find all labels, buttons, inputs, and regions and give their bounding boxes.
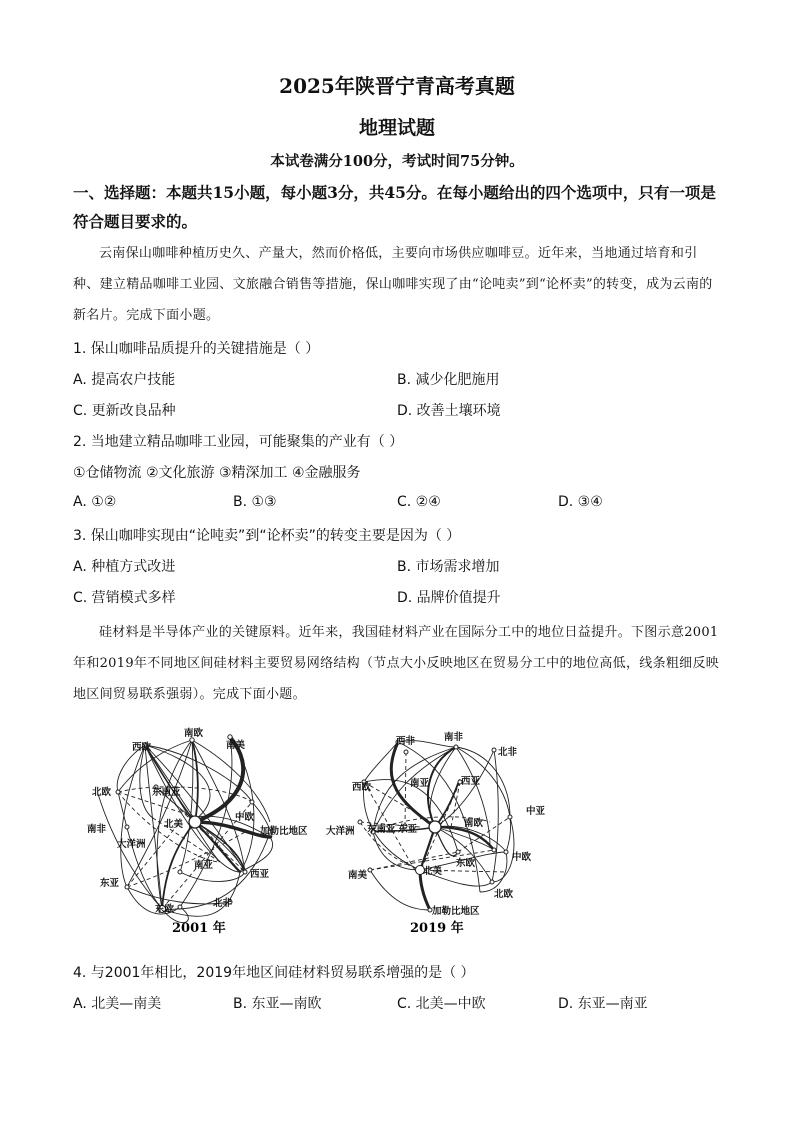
- label-2019-south-america: 南美: [348, 870, 368, 881]
- subject-title: 地理试题: [358, 117, 435, 139]
- question-3-stem: 3. 保山咖啡实现由“论吨卖”到“论杯卖”的转变主要是因为（ ）: [73, 528, 461, 544]
- label-2019-caribbean: 加勒比地区: [432, 906, 480, 917]
- label-2001-south-asia: 南亚: [194, 860, 214, 871]
- passage-coffee: 云南保山咖啡种植历史久、产量大，然而价格低，主要向市场供应咖啡豆。近年来，当地通过培育和引种、建立精品咖啡工业园、文旅融合销售等措施，保山咖啡实现了由“论吨卖”到“论杯卖”的转变，成为云南的新名片。完成下面小题。: [73, 246, 713, 323]
- label-2001-north-europe: 北欧: [92, 787, 112, 798]
- label-2019-south-asia: 南亚: [410, 778, 430, 789]
- q4-option-c[interactable]: C. 北美—中欧: [397, 996, 486, 1012]
- label-2019-north-europe: 北欧: [494, 889, 514, 900]
- label-2001-north-america: 北美: [164, 819, 184, 830]
- exam-info: 本试卷满分100分，考试时间75分钟。: [270, 153, 524, 170]
- network-2001: [98, 735, 273, 923]
- q2-option-a[interactable]: A. ①②: [73, 494, 117, 510]
- q2-option-d[interactable]: D. ③④: [558, 494, 603, 510]
- question-1-stem: 1. 保山咖啡品质提升的关键措施是（ ）: [73, 341, 320, 357]
- label-2019-west-africa: 西非: [396, 736, 416, 747]
- q3-option-b[interactable]: B. 市场需求增加: [397, 559, 500, 575]
- label-2019-west-europe: 西欧: [352, 782, 372, 793]
- label-2001-west-asia: 西亚: [250, 869, 270, 880]
- q1-option-d[interactable]: D. 改善土壤环境: [397, 403, 501, 419]
- label-2019-central-europe: 中欧: [512, 852, 532, 863]
- label-2001-south-africa: 南非: [87, 824, 107, 835]
- question-2-stem: 2. 当地建立精品咖啡工业园，可能聚集的产业有（ ）: [73, 434, 404, 450]
- label-2001-caribbean: 加勒比地区: [260, 826, 308, 837]
- caption-2019: 2019 年: [410, 921, 464, 936]
- q4-option-d[interactable]: D. 东亚—南亚: [558, 996, 648, 1012]
- q3-option-c[interactable]: C. 营销模式多样: [73, 590, 176, 606]
- label-2001-north-africa: 北非: [213, 898, 233, 909]
- q1-option-c[interactable]: C. 更新改良品种: [73, 403, 176, 419]
- label-2019-west-asia: 西亚: [461, 776, 481, 787]
- q4-option-b[interactable]: B. 东亚—南欧: [233, 996, 322, 1012]
- label-2001-south-america: 南美: [226, 740, 246, 751]
- label-2019-oceania: 大洋洲: [326, 826, 355, 837]
- trade-network-figure: [80, 722, 546, 947]
- question-4-stem: 4. 与2001年相比，2019年地区间硅材料贸易联系增强的是（ ）: [73, 965, 475, 981]
- q2-option-c[interactable]: C. ②④: [397, 494, 441, 510]
- question-2-items: ①仓储物流 ②文化旅游 ③精深加工 ④金融服务: [73, 465, 361, 481]
- label-2001-south-europe: 南欧: [184, 728, 204, 739]
- exam-title: 2025年陕晋宁青高考真题: [279, 74, 515, 98]
- label-2019-south-europe: 南欧: [464, 818, 484, 829]
- label-2019-central-asia: 中亚: [526, 806, 546, 817]
- label-2001-southeast-asia: 东南亚: [152, 787, 181, 798]
- label-2019-southeast-asia: 东南亚: [367, 824, 396, 835]
- label-2019-north-america: 北美: [423, 866, 443, 877]
- passage-silicon: 硅材料是半导体产业的关键原料。近年来，我国硅材料产业在国际分工中的地位日益提升。下图示意2001年和2019年不同地区间硅材料主要贸易网络结构（节点大小反映地区在贸易分工中的地位高低，线条粗细反映地区间贸易联系强弱）。完成下面小题。: [73, 625, 720, 702]
- label-2001-east-asia: 东亚: [100, 878, 120, 889]
- label-2019-north-africa: 北非: [498, 747, 518, 758]
- caption-2001: 2001 年: [172, 921, 226, 936]
- q3-option-d[interactable]: D. 品牌价值提升: [397, 590, 501, 606]
- q1-option-a[interactable]: A. 提高农户技能: [73, 372, 176, 388]
- label-2019-east-europe: 东欧: [456, 858, 476, 869]
- q3-option-a[interactable]: A. 种植方式改进: [73, 559, 176, 575]
- q2-option-b[interactable]: B. ①③: [233, 494, 277, 510]
- q1-option-b[interactable]: B. 减少化肥施用: [397, 372, 500, 388]
- label-2001-west-europe: 西欧: [132, 742, 152, 753]
- label-2001-oceania: 大洋洲: [117, 839, 146, 850]
- q4-option-a[interactable]: A. 北美—南美: [73, 996, 162, 1012]
- section-heading: 一、选择题：本题共15小题，每小题3分，共45分。在每小题给出的四个选项中，只有一项是符合题目要求的。: [73, 183, 716, 231]
- label-2019-east-asia: 东亚: [398, 824, 418, 835]
- label-2001-central-europe: 中欧: [235, 812, 255, 823]
- label-2001-east-europe: 东欧: [155, 904, 175, 915]
- label-2019-south-africa: 南非: [444, 732, 464, 743]
